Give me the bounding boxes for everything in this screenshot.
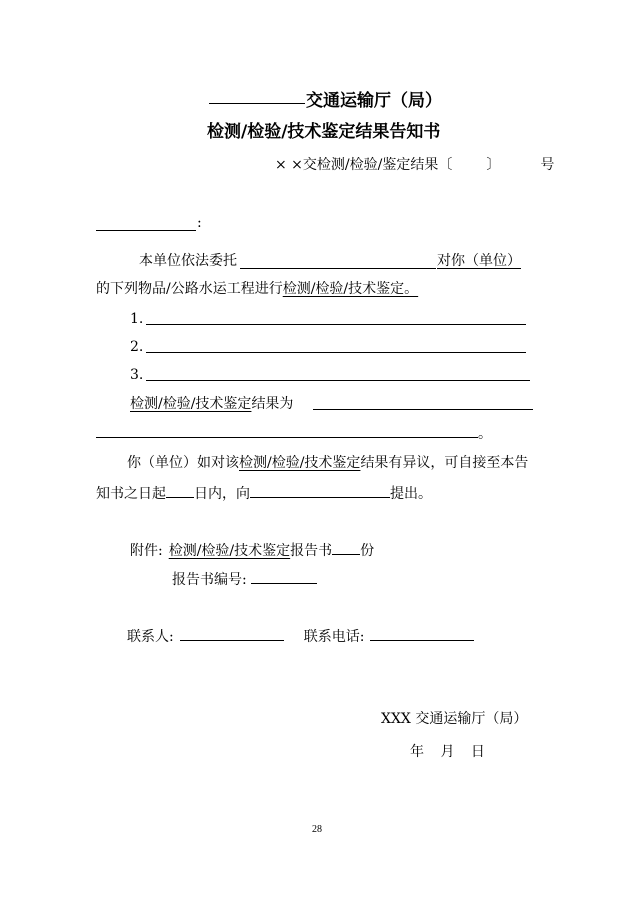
document-number [275, 155, 554, 175]
page-title-line1: 交通运输厅（局） [306, 91, 442, 111]
report-number-label: 报告书编号: [172, 572, 247, 588]
paragraph1-line1-end: 对你（单位） [437, 253, 521, 269]
result-underlined: 检测/检验/技术鉴定 [130, 396, 252, 412]
page-number: 28 [312, 824, 322, 835]
paragraph2-line2 [96, 482, 432, 504]
attachment-line [130, 539, 374, 561]
page-title-line2: 检测/检验/技术鉴定结果告知书 [207, 122, 441, 142]
result-blank-1 [313, 409, 533, 410]
paragraph1-line1-start: 本单位依法委托 [139, 253, 237, 269]
contact-person-label: 联系人: [127, 629, 174, 645]
copies-blank [332, 539, 360, 555]
paragraph1-line2 [96, 279, 418, 299]
attachment-label: 附件: [130, 543, 163, 559]
result-blank-2 [96, 437, 478, 438]
addressee-blank [96, 230, 196, 231]
attachment-underlined: 检测/检验/技术鉴定 [168, 543, 291, 559]
paragraph2-part2: 结果有异议，可自接至本告 [360, 455, 529, 471]
paragraph1-line2-underlined: 检测/检验/技术鉴定。 [282, 281, 419, 297]
item-1-blank [146, 324, 526, 325]
contact-person-blank [180, 625, 284, 641]
result-line [130, 394, 293, 414]
addressee-colon: : [197, 215, 202, 231]
attachment-unit: 份 [360, 543, 375, 559]
entrust-blank [240, 268, 436, 269]
paragraph2-line2-c: 提出。 [390, 486, 432, 502]
item-2-label: 2. [130, 339, 144, 355]
result-plain: 结果为 [251, 396, 294, 412]
attachment-report-text: 报告书 [290, 543, 333, 559]
doc-number-bracket-close: 〕 [486, 157, 501, 173]
paragraph2-line2-b: 日内，向 [194, 486, 250, 502]
days-blank [166, 482, 194, 498]
title-org-blank [209, 103, 305, 104]
paragraph2-line2-a: 知书之日起 [96, 486, 166, 502]
paragraph2-line1 [127, 453, 528, 473]
item-1-label: 1. [130, 311, 144, 327]
doc-number-prefix: × ×交检测/检验/鉴定结果〔 [275, 157, 453, 173]
item-2-blank [146, 352, 526, 353]
paragraph2-underlined: 检测/检验/技术鉴定 [239, 455, 361, 471]
appeal-recipient-blank [250, 482, 390, 498]
contact-line [127, 625, 474, 647]
doc-number-suffix: 号 [540, 157, 555, 173]
report-number-line [172, 568, 317, 590]
item-3-label: 3. [130, 367, 144, 383]
paragraph1-line2-plain: 的下列物品/公路水运工程进行 [96, 281, 283, 297]
item-3-blank [146, 380, 530, 381]
contact-phone-blank [370, 625, 474, 641]
contact-phone-label: 联系电话: [303, 629, 365, 645]
signature-date: 年 月 日 [410, 744, 485, 760]
result-end-mark: 。 [478, 426, 492, 442]
signature-org: XXX 交通运输厅（局） [381, 711, 528, 727]
paragraph2-part1: 你（单位）如对该 [127, 455, 239, 471]
report-number-blank [251, 568, 317, 584]
